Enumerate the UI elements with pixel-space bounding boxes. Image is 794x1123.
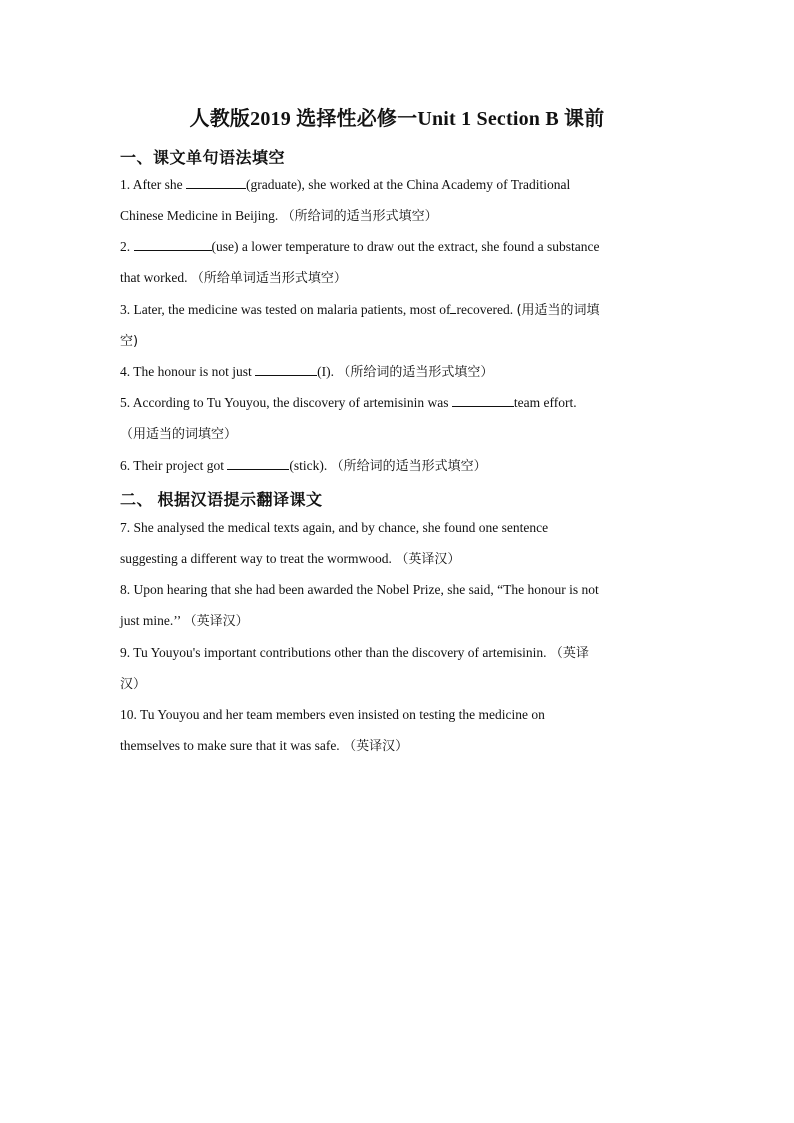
question-2-line-2: that worked. （所给单词适当形式填空） [120,270,347,286]
answer-blank[interactable] [186,176,246,189]
question-9-line-1: 9. Tu Youyou's important contributions other than the discovery of artemisinin. （英译 [120,645,589,661]
question-1-line-2: Chinese Medicine in Beijing. （所给词的适当形式填空） [120,208,438,224]
question-hint: （英译 [549,646,589,661]
question-hint: (用适当的词填 [516,303,600,318]
question-2-line-1: 2. (use) a lower temperature to draw out the extract, she found a substance [120,239,600,254]
question-hint: （所给单词适当形式填空） [190,271,347,286]
question-7-line-2: suggesting a different way to treat the wormwood. （英译汉） [120,551,461,567]
question-9-line-2: 汉） [120,677,147,692]
page-title: 人教版2019 选择性必修一Unit 1 Section B 课前 [189,108,605,130]
section-heading-grammar: 一、课文单句语法填空 [120,150,286,167]
answer-blank[interactable] [227,457,289,470]
question-hint: （所给词的适当形式填空） [281,209,438,224]
question-10-line-1: 10. Tu Youyou and her team members even insisted on testing the medicine on [120,707,545,722]
question-1-line-1: 1. After she (graduate), she worked at the China Academy of Traditional [120,177,571,192]
question-10-line-2: themselves to make sure that it was safe. （英译汉） [120,738,409,754]
question-hint: （所给词的适当形式填空） [337,365,494,380]
question-8-line-2: just mine.’’ （英译汉） [120,613,249,629]
answer-blank[interactable] [452,394,514,407]
question-8-line-1: 8. Upon hearing that she had been awarded the Nobel Prize, she said, “The honour is not [120,582,599,597]
question-3-line-2: 空) [120,334,139,349]
question-7-line-1: 7. She analysed the medical texts again, and by chance, she found one sentence [120,520,549,535]
question-5-line-2 [120,425,680,444]
question-6-line: 6. Their project got (stick). （所给词的适当形式填空） [120,458,487,474]
answer-blank[interactable] [134,238,212,251]
question-4-line: 4. The honour is not just (I). （所给词的适当形式填空） [120,364,494,380]
section-heading-translation: 二、 根据汉语提示翻译课文 [120,492,323,509]
answer-blank[interactable] [255,363,317,376]
question-3-line-1: 3. Later, the medicine was tested on malaria patients, most of recovered. (用适当的词填 [120,302,600,318]
question-hint: （英译汉） [183,614,249,629]
question-5-line-1: 5. According to Tu Youyou, the discovery of artemisinin was team effort. [120,395,577,410]
question-hint: （英译汉） [343,739,409,754]
question-hint: （所给词的适当形式填空） [330,459,487,474]
question-hint: （用适当的词填空） [120,427,238,442]
question-hint: （英译汉） [395,552,461,567]
